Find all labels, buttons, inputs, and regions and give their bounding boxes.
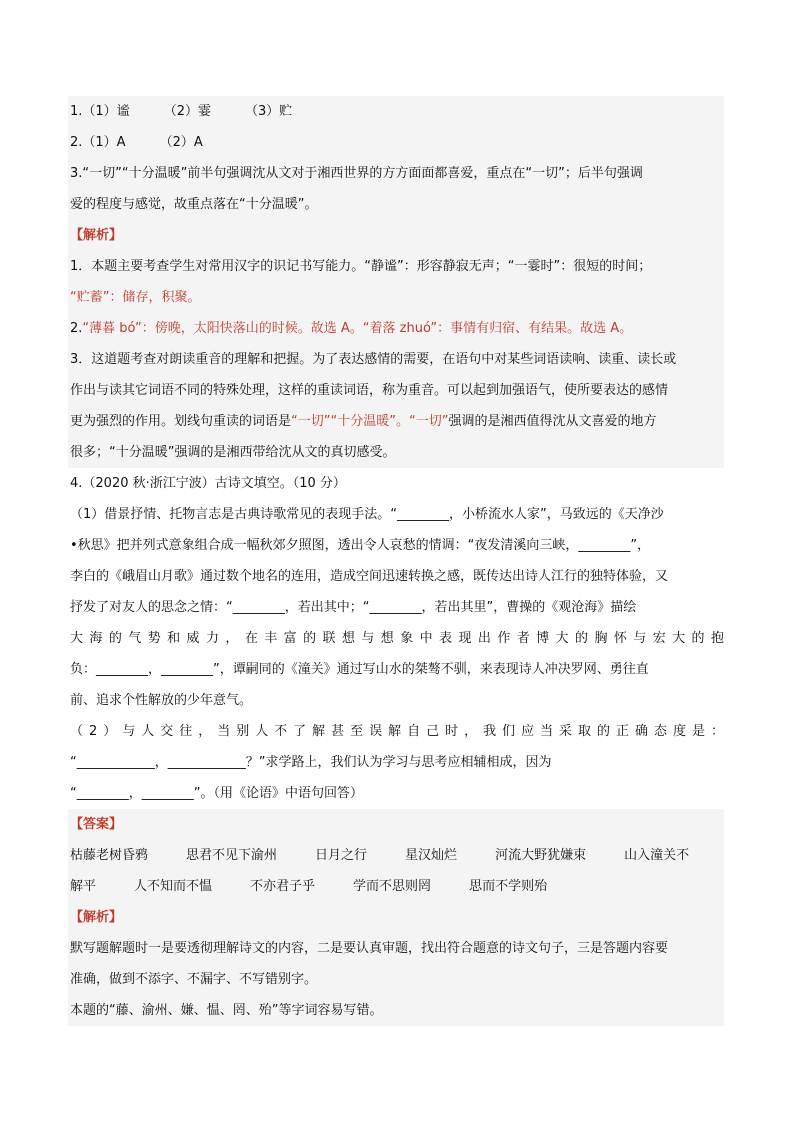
analysis-1-line-6-a: 更为强烈的作用。划线句重读的词语是 [70, 414, 292, 429]
analysis-1-text-b: “静谧”：形容静寂无声； [364, 259, 508, 274]
analysis-1-line-4: 3．这道题考查对朗读重音的理解和把握。为了表达感情的需要，在语句中对某些词语读响、读重、读长或 [70, 352, 677, 367]
answer-2-part-2: （2）A [159, 135, 203, 150]
answer-3-line-1: 3.“一切”“十分温暖”前半句强调沈从文对于湘西世界的方方面面都喜爱，重点在“一切”；后半句强调 [70, 166, 643, 181]
answer-3-line-2: 爱的程度与感觉，故重点落在“十分温暖”。 [70, 197, 318, 212]
analysis-1-text-a: 1．本题主要考查学生对常用汉字的识记书写能力。 [70, 259, 365, 274]
analysis-1-line-7: 很多；“十分温暖”强调的是湘西带给沈从文的真切感受。 [70, 445, 396, 460]
answer-item: 山入潼关不 [624, 848, 690, 863]
answer-1-label: 1. [70, 104, 83, 119]
analysis-1-line-6-c: 强调的是湘西值得沈从文喜爱的地方 [448, 414, 657, 429]
answer-1-part-1: （1）谧 [82, 104, 130, 119]
answer-item: 不亦君子乎 [250, 879, 316, 894]
analysis-1-line-3 [68, 313, 724, 344]
question-4-p1-line-1: （1）借景抒情、托物言志是古典诗歌常见的表现手法。“________，小桥流水人家”，马致远的《天净沙 [70, 507, 664, 522]
answer-heading: 【答案】 [70, 817, 123, 832]
analysis-2-line-1: 默写题解题时一是要透彻理解诗文的内容，二是要认真审题，找出符合题意的诗文句子，三是答题内容要 [70, 941, 669, 956]
answer-item: 日月之行 [315, 848, 368, 863]
analysis-1-line-6 [68, 406, 724, 437]
question-4-block [68, 468, 724, 809]
question-4-p2-line-2: “____________，____________？”求学路上，我们认为学习与思考应相辅相成，因为 [70, 755, 552, 770]
answer-2 [68, 127, 724, 158]
analysis-2-line-2: 准确，做到不添字、不漏字、不写错别字。 [70, 972, 318, 987]
answer-item: 学而不思则罔 [353, 879, 432, 894]
question-4-p1-line-6: 负：________，________”，谭嗣同的《潼关》通过写山水的桀骜不驯，来表现诗人冲决罗网、勇往直 [70, 662, 649, 677]
answer-1-part-2: （2）霎 [163, 104, 211, 119]
analysis-1-line-6-b: “一切”“十分温暖”。“一切” [291, 414, 449, 429]
answer-1 [68, 96, 724, 127]
analysis-heading-2: 【解析】 [70, 910, 123, 925]
answer-item: 枯藤老树昏鸦 [70, 848, 149, 863]
question-4-p1-line-3: 李白的《峨眉山月歌》通过数个地名的连用，造成空间迅速转换之感，既传达出诗人江行的独特体验，又 [70, 569, 669, 584]
question-4-p1-line-7: 前、追求个性解放的少年意气。 [70, 693, 253, 708]
document-page [68, 96, 724, 1026]
analysis-heading-1: 【解析】 [70, 228, 123, 243]
answer-item: 思而不学则殆 [469, 879, 548, 894]
answer-item: 思君不见下渝州 [186, 848, 278, 863]
analysis-1-line-1 [68, 251, 724, 282]
question-4-title: 4.（2020 秋·浙江宁波）古诗文填空。（10 分） [70, 476, 346, 491]
question-4-p1-line-5: 大海的气势和威力，在丰富的联想与想象中表现出作者博大的胸怀与宏大的抱 [70, 631, 724, 646]
answer-4-row-1 [68, 840, 724, 871]
answer-4-row-2 [68, 871, 724, 902]
answer-1-part-3: （3）贮 [244, 104, 293, 119]
question-4-p2-line-3: “________，________”。（用《论语》中语句回答） [70, 786, 363, 801]
answer-item: 人不知而不愠 [134, 879, 213, 894]
answer-item: 解平 [70, 879, 97, 894]
answer-block-1 [68, 96, 724, 468]
answer-2-label: 2. [70, 135, 83, 150]
answer-item: 河流大野犹嫌束 [495, 848, 587, 863]
answer-2-part-1: （1）A [82, 135, 126, 150]
answer-block-2 [68, 809, 724, 1026]
analysis-1-line-3-text: “薄暮 bó”：傍晚，太阳快落山的时候。故选 A。“着落 zhuó”：事情有归宿、有结果。故选 A。 [82, 321, 633, 336]
question-4-p2-line-1: （2）与人交往，当别人不了解甚至误解自己时，我们应当采取的正确态度是： [70, 724, 724, 739]
analysis-1-line-3-num: 2. [70, 321, 83, 336]
analysis-1-text-c: “一霎时”：很短的时间； [507, 259, 652, 274]
question-4-p1-line-4: 抒发了对友人的思念之情：“________，若出其中；“________，若出其里”，曹操的《观沧海》描绘 [70, 600, 637, 615]
question-4-p1-line-2: •秋思》把并列式意象组合成一幅秋郊夕照图，透出令人哀愁的情调：“夜发清溪向三峡，________”， [70, 538, 651, 553]
answer-item: 星汉灿烂 [405, 848, 458, 863]
analysis-1-line-2: “贮蓄”：储存，积聚。 [70, 290, 201, 305]
analysis-2-line-3: 本题的“藤、渝州、嫌、愠、罔、殆”等字词容易写错。 [70, 1003, 383, 1018]
analysis-1-line-5: 作出与读其它词语不同的特殊处理，这样的重读词语，称为重音。可以起到加强语气，使所要表达的感情 [70, 383, 669, 398]
